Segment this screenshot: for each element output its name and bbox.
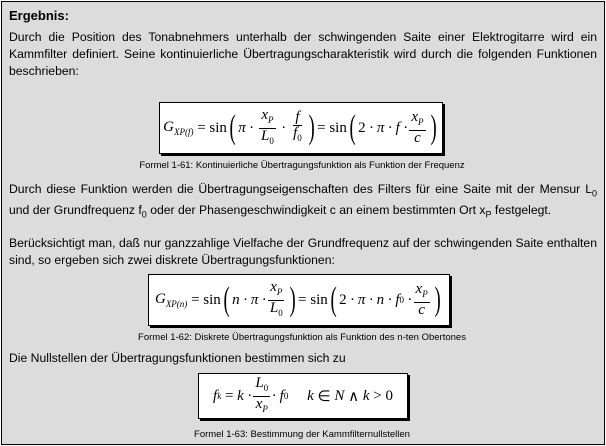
formula-caption-3: Formel 1-63: Bestimmung der Kammfilternullstellen [194,429,410,440]
zeros-intro-paragraph: Die Nullstellen der Übertragungsfunktionen bestimmen sich zu [9,351,346,365]
formula-caption-1: Formel 1-61: Kontinuierliche Übertragungsfunktion als Funktion der Frequenz [139,160,465,171]
formula-caption-2: Formel 1-62: Diskrete Übertragungsfunktion als Funktion des n-ten Obertones [138,332,466,343]
formula-continuous: $G_{XP(f)}$ = sin ( π · $\frac{x_P}{L_0}$ · $\frac{f}{f_0}$ ) = sin ( 2 · π · f · $\frac{x_P}{c}$ ) [159,102,443,154]
result-panel [1,1,605,445]
discrete-intro-paragraph: Berücksichtigt man, daß nur ganzzahlige Vielfache der Grundfrequenz auf der schwingenden Saite enthalten sind, so ergeben sich zwei diskrete Übertragungsfunktionen: [9,236,597,267]
explanation-paragraph: Durch diese Funktion werden die Übertragungseigenschaften des Filters für eine Saite mit der Mensur $L_0$ und der Grundfrequenz $f_0$ oder der Phasengeschwindigkeit c an einem bestimmten Ort $x_P$ festgelegt. [9,182,597,220]
formula-zeros: f k = k · $\frac{L_0}{x_P}$ · f 0 k ∈ N ∧ k > 0 [198,373,408,419]
intro-paragraph: Durch die Position des Tonabnehmers unterhalb der schwingenden Saite einer Elektrogitarre wird ein Kammfilter definiert. Seine kontinuierliche Übertragungscharakteristik wird durch die folgenden Funktionen beschrieben: [9,30,597,78]
formula-discrete: $G_{XP(n)}$ = sin ( n · π · $\frac{x_P}{L_0}$ ) = sin ( 2 · π · n · f 0 · $\frac{x_P}{c}$ ) [148,274,450,326]
result-heading: Ergebnis: [9,8,69,23]
